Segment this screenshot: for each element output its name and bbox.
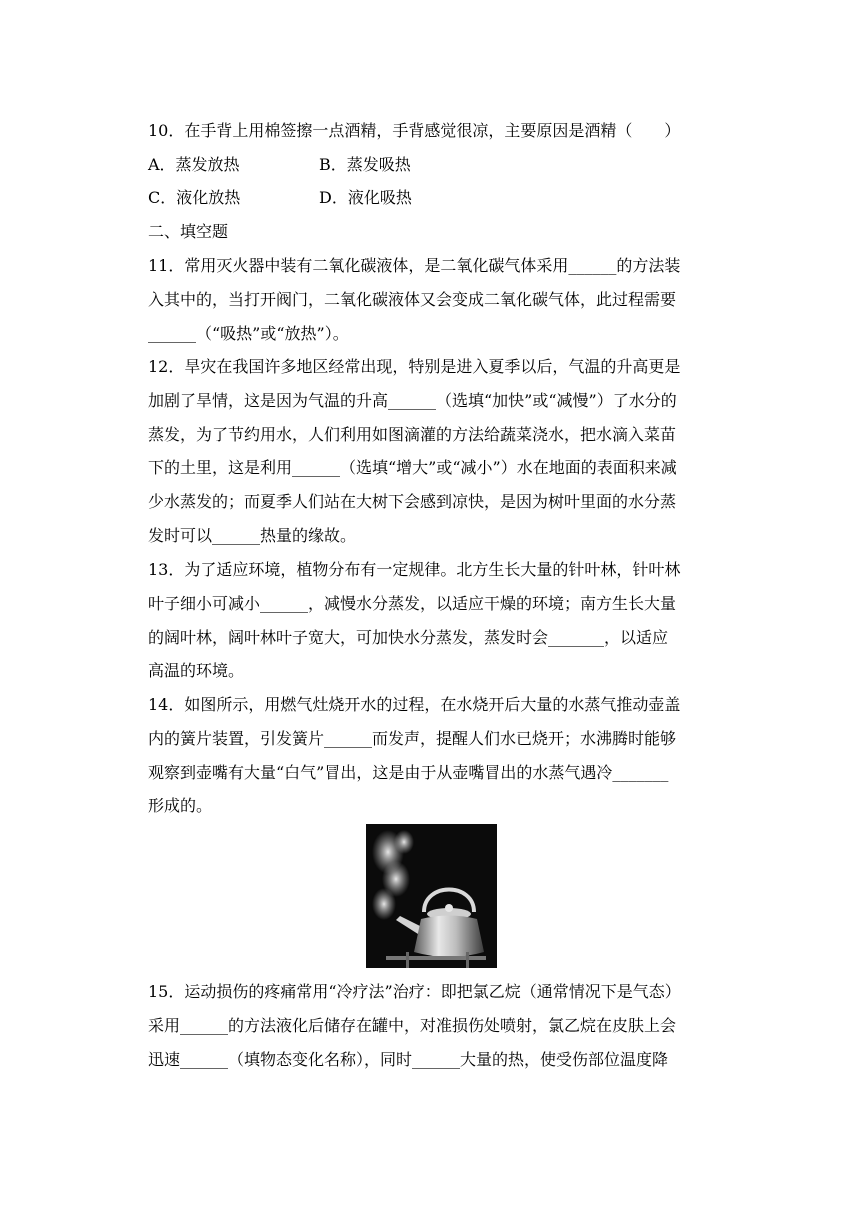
q13-line: 叶子细小可减小______，减慢水分蒸发，以适应干燥的环境；南方生长大量 bbox=[148, 594, 677, 613]
q11-line: ______（“吸热”或“放热”）。 bbox=[148, 324, 349, 343]
q10-option-b: B．蒸发吸热 bbox=[319, 155, 411, 174]
q14-line: 内的簧片装置，引发簧片______而发声，提醒人们水已烧开；水沸腾时能够 bbox=[148, 729, 677, 748]
q12-line: 加剧了旱情，这是因为气温的升高______（选填“加快”或“减慢”）了水分的 bbox=[148, 391, 677, 410]
q11-line: 11．常用灭火器中装有二氧化碳液体，是二氧化碳气体采用______的方法装 bbox=[148, 256, 681, 275]
q15-line: 15．运动损伤的疼痛常用“冷疗法”治疗：即把氯乙烷（通常情况下是气态） bbox=[148, 982, 681, 1001]
q15-line: 采用______的方法液化后储存在罐中，对准损伤处喷射，氯乙烷在皮肤上会 bbox=[148, 1016, 677, 1035]
section-title-fill-in: 二、填空题 bbox=[148, 222, 229, 241]
q14-line: 14．如图所示，用燃气灶烧开水的过程，在水烧开后大量的水蒸气推动壶盖 bbox=[148, 695, 681, 714]
kettle-icon bbox=[366, 824, 497, 968]
q12-line: 下的土里，这是利用______（选填“增大”或“减小”）水在地面的表面积来减 bbox=[148, 458, 677, 477]
q10-option-c: C．液化放热 bbox=[148, 188, 241, 207]
q12-line: 12．旱灾在我国许多地区经常出现，特别是进入夏季以后，气温的升高更是 bbox=[148, 357, 681, 376]
q14-line: 观察到壶嘴有大量“白气”冒出，这是由于从壶嘴冒出的水蒸气遇冷_______ bbox=[148, 763, 669, 782]
q12-line: 蒸发，为了节约用水，人们利用如图滴灌的方法给蔬菜浇水，把水滴入菜苗 bbox=[148, 425, 677, 444]
q13-line: 高温的环境。 bbox=[148, 661, 245, 680]
q10-option-d: D．液化吸热 bbox=[319, 188, 412, 207]
q11-line: 入其中的，当打开阀门，二氧化碳液体又会变成二氧化碳气体，此过程需要 bbox=[148, 290, 677, 309]
kettle-steam-figure bbox=[366, 824, 497, 968]
q10-option-a: A．蒸发放热 bbox=[148, 155, 240, 174]
q13-line: 的阔叶林，阔叶林叶子宽大，可加快水分蒸发，蒸发时会_______，以适应 bbox=[148, 628, 669, 647]
q12-line: 发时可以______热量的缘故。 bbox=[148, 526, 357, 545]
q13-line: 13．为了适应环境，植物分布有一定规律。北方生长大量的针叶林，针叶林 bbox=[148, 560, 681, 579]
q14-line: 形成的。 bbox=[148, 796, 213, 815]
q12-line: 少水蒸发的；而夏季人们站在大树下会感到凉快，是因为树叶里面的水分蒸 bbox=[148, 492, 677, 511]
q15-line: 迅速______（填物态变化名称），同时______大量的热，使受伤部位温度降 bbox=[148, 1050, 669, 1069]
q10-stem: 10．在手背上用棉签擦一点酒精，手背感觉很凉，主要原因是酒精（ ） bbox=[148, 121, 681, 140]
